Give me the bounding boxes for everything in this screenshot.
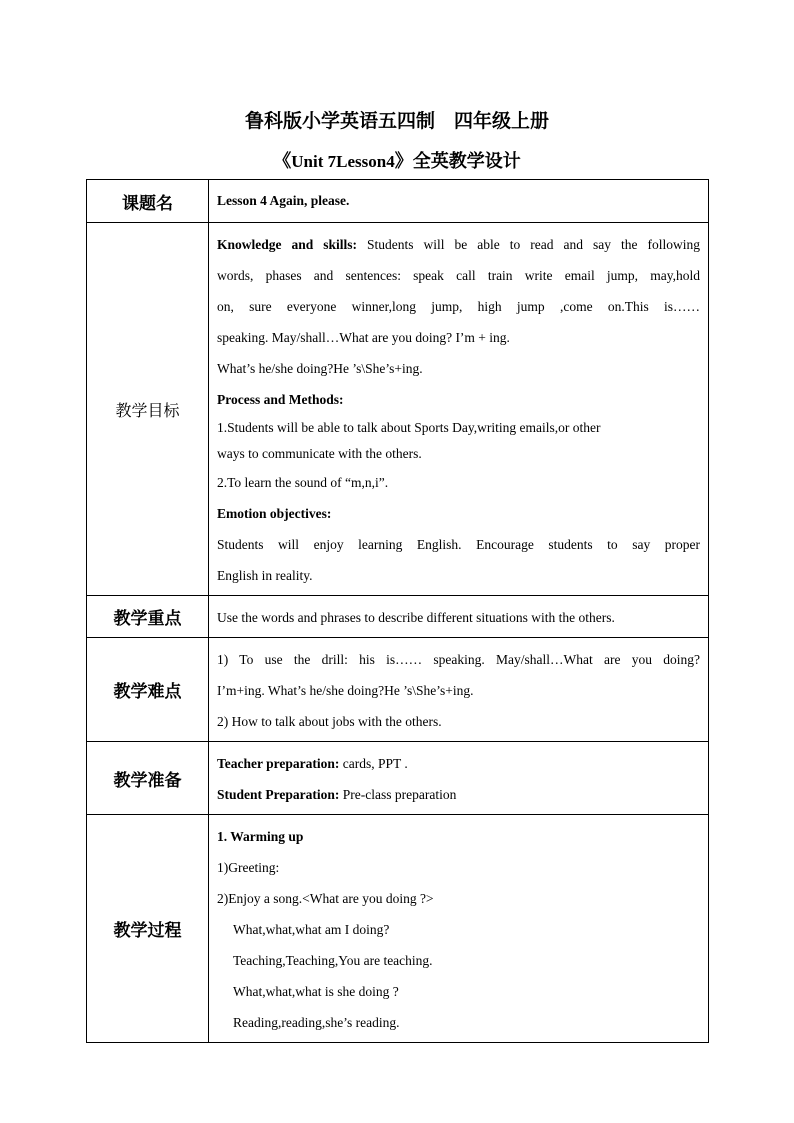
teacher-preparation: [217, 748, 700, 779]
row-process: [87, 815, 709, 1043]
key-points-line1: Use the words and phrases to describe different situations with the others.: [217, 610, 615, 625]
label-preparation: 教学准备: [87, 742, 209, 815]
student-prep-heading: Student Preparation:: [217, 787, 340, 802]
process-content: [209, 815, 709, 1043]
lesson-title: Lesson 4 Again, please.: [217, 193, 350, 208]
document-title-line1: 鲁科版小学英语五四制 四年级上册: [244, 110, 549, 132]
row-difficulties: [87, 638, 709, 742]
key-points-content: [209, 596, 709, 638]
ks-line5: What’s he/she doing?He ’s\She’s+ing.: [217, 361, 423, 376]
eo-line2: English in reality.: [217, 568, 313, 583]
process-heading: 1. Warming up: [217, 829, 304, 844]
title-suffix: 》全英教学设计: [394, 151, 521, 172]
pm-line2: ways to communicate with the others.: [217, 446, 422, 461]
lesson-plan-table: [86, 179, 709, 1043]
song-line2: Teaching,Teaching,You are teaching.: [233, 953, 433, 968]
ks-line1-text: Students will be able to read and say the following: [357, 237, 701, 252]
label-topic: 课题名: [87, 180, 209, 223]
label-process: 教学过程: [87, 815, 209, 1043]
difficulties-line2: I’m+ing. What’s he/she doing?He ’s\She’s+ing.: [217, 683, 474, 698]
title-unit-lesson: Unit 7Lesson4: [291, 152, 395, 171]
row-objectives: [87, 223, 709, 596]
pm-line1: 1.Students will be able to talk about Sports Day,writing emails,or other: [217, 420, 601, 435]
difficulties-content: [209, 638, 709, 742]
row-key-points: [87, 596, 709, 638]
eo-line1: Students will enjoy learning English. Encourage students to say proper: [217, 537, 700, 552]
topic-value: [209, 180, 709, 223]
student-preparation: [217, 779, 700, 810]
label-difficulties: 教学难点: [87, 638, 209, 742]
ks-line1: [217, 229, 700, 260]
row-topic: [87, 180, 709, 223]
row-preparation: [87, 742, 709, 815]
difficulties-line1: 1) To use the drill: his is…… speaking. May/shall…What are you doing?: [217, 652, 700, 667]
song-line1: What,what,what am I doing?: [233, 922, 390, 937]
pm-heading: Process and Methods:: [217, 392, 344, 407]
label-key-points: 教学重点: [87, 596, 209, 638]
ks-line4: speaking. May/shall…What are you doing? I’m + ing.: [217, 330, 510, 345]
process-line2: 2)Enjoy a song.<What are you doing ?>: [217, 891, 434, 906]
pm-line3: 2.To learn the sound of “m,n,i”.: [217, 475, 389, 490]
label-objectives: 教学目标: [87, 223, 209, 596]
ks-line3: on, sure everyone winner,long jump, high jump ,come on.This is……: [217, 299, 700, 314]
student-prep-value: Pre-class preparation: [339, 787, 457, 802]
process-line1: 1)Greeting:: [217, 860, 280, 875]
teacher-prep-value: cards, PPT .: [339, 756, 408, 771]
objectives-content: [209, 223, 709, 596]
song-line3: What,what,what is she doing ?: [233, 984, 399, 999]
difficulties-line3: 2) How to talk about jobs with the others.: [217, 714, 442, 729]
song-line4: Reading,reading,she’s reading.: [233, 1015, 400, 1030]
ks-line2: words, phases and sentences: speak call train write email jump, may,hold: [217, 268, 700, 283]
title-open-bracket: 《: [273, 151, 292, 172]
ks-heading: Knowledge and skills:: [217, 237, 358, 252]
preparation-content: [209, 742, 709, 815]
document-title-line2: [0, 147, 794, 173]
eo-heading: Emotion objectives:: [217, 506, 332, 521]
teacher-prep-heading: Teacher preparation:: [217, 756, 340, 771]
